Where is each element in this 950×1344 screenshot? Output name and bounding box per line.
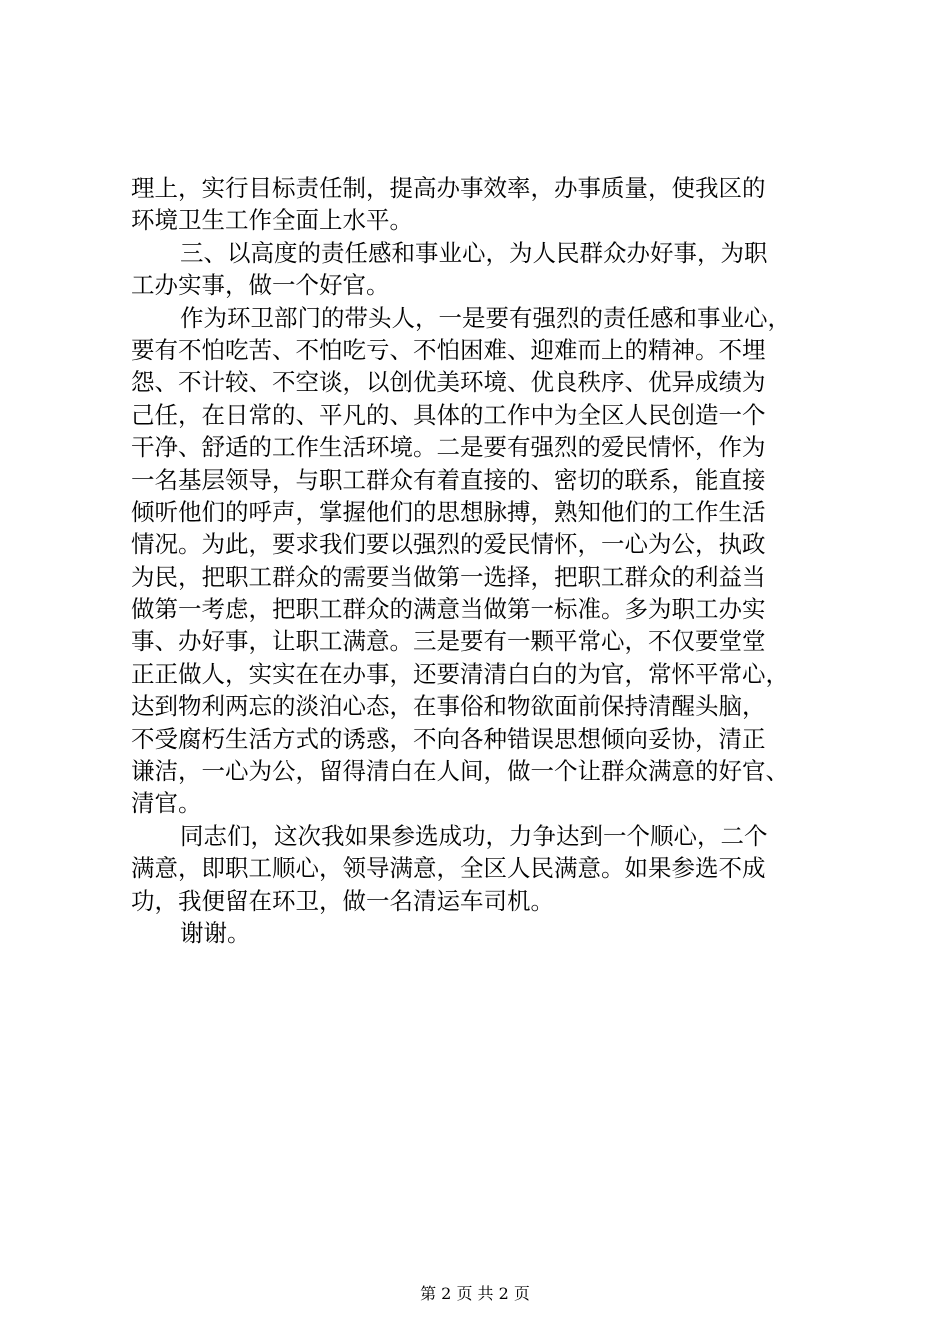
page-footer: 第 2 页 共 2 页 (420, 1284, 530, 1303)
text-line: 正正做人，实实在在办事，还要清清白白的为官，常怀平常心， (131, 659, 789, 688)
text-line: 怨、不计较、不空谈，以创优美环境、优良秩序、优异成绩为 (131, 368, 766, 397)
text-line: 满意，即职工顺心，领导满意，全区人民满意。如果参选不成 (131, 854, 766, 883)
text-line: 做第一考虑，把职工群众的满意当做第一标准。多为职工办实 (131, 595, 766, 624)
text-line: 为民，把职工群众的需要当做第一选择，把职工群众的利益当 (131, 562, 766, 591)
text-line: 达到物利两忘的淡泊心态，在事俗和物欲面前保持清醒头脑， (131, 692, 766, 721)
text-line: 清官。 (131, 789, 202, 818)
text-line: 谦洁，一心为公，留得清白在人间，做一个让群众满意的好官、 (131, 757, 789, 786)
text-line: 事、办好事，让职工满意。三是要有一颗平常心，不仅要堂堂 (131, 627, 766, 656)
text-line: 要有不怕吃苦、不怕吃亏、不怕困难、迎难而上的精神。不埋 (131, 335, 766, 364)
text-line: 环境卫生工作全面上水平。 (131, 206, 413, 235)
text-line: 谢谢。 (180, 918, 251, 947)
text-line: 情况。为此，要求我们要以强烈的爱民情怀，一心为公，执政 (131, 530, 766, 559)
text-line: 理上，实行目标责任制，提高办事效率，办事质量，使我区的 (131, 174, 766, 202)
text-line: 工办实事，做一个好官。 (131, 271, 390, 300)
text-line: 作为环卫部门的带头人，一是要有强烈的责任感和事业心， (180, 303, 791, 332)
text-line: 倾听他们的呼声，掌握他们的思想脉搏，熟知他们的工作生活 (131, 497, 766, 526)
text-line: 三、以高度的责任感和事业心，为人民群众办好事，为职 (180, 238, 768, 267)
text-line: 不受腐朽生活方式的诱惑，不向各种错误思想倾向妥协，清正 (131, 724, 766, 753)
text-line: 功，我便留在环卫，做一名清运车司机。 (131, 886, 554, 915)
text-line: 己任，在日常的、平凡的、具体的工作中为全区人民创造一个 (131, 400, 766, 429)
text-line: 干净、舒适的工作生活环境。二是要有强烈的爱民情怀，作为 (131, 433, 766, 462)
text-line: 同志们，这次我如果参选成功，力争达到一个顺心，二个 (180, 821, 768, 850)
text-line: 一名基层领导，与职工群众有着直接的、密切的联系，能直接 (131, 465, 766, 494)
document-body (131, 172, 831, 949)
